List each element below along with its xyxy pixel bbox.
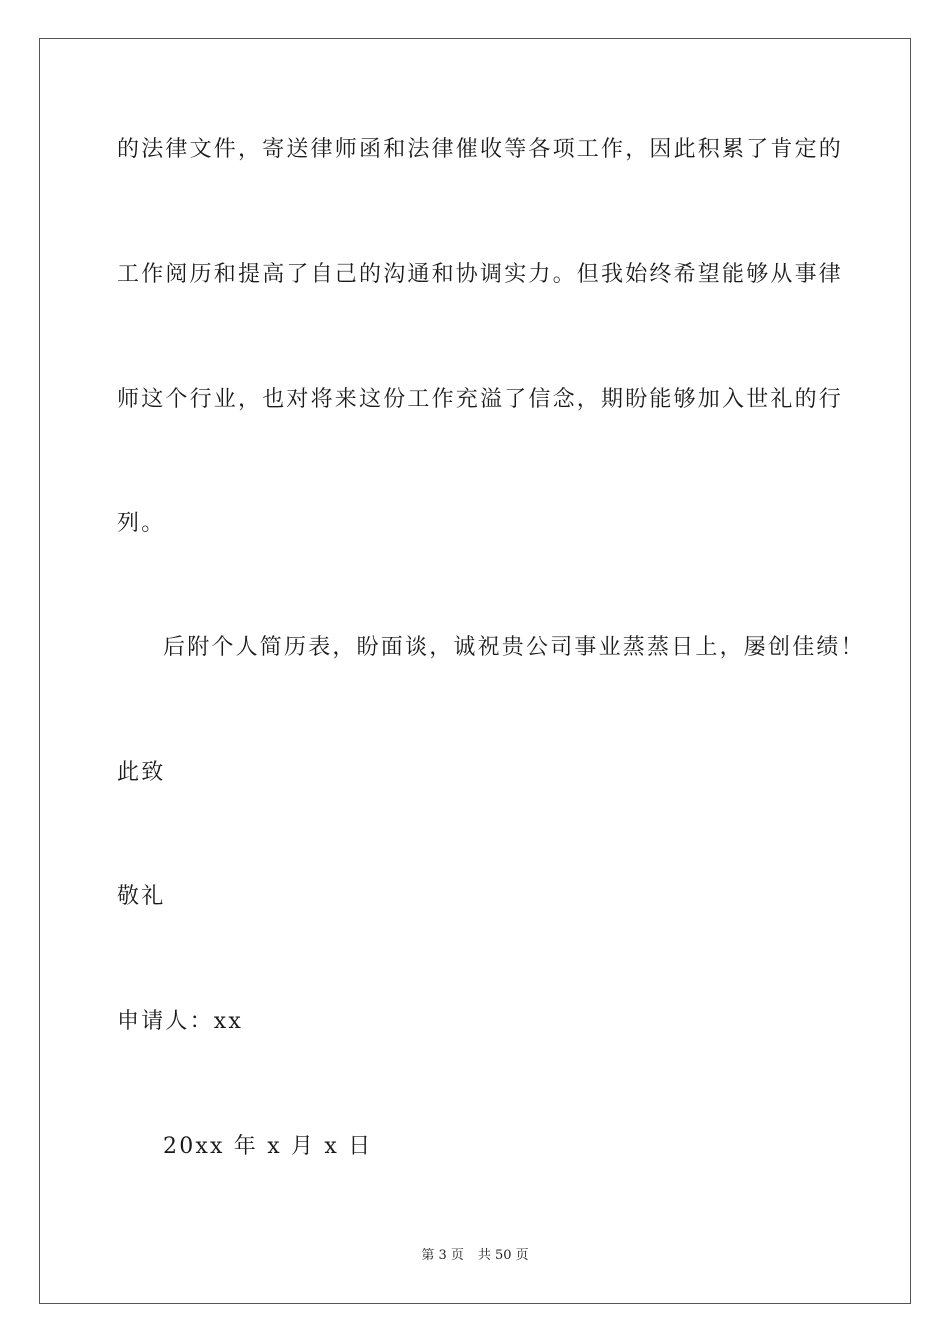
body-line-4: 列。 — [117, 511, 166, 536]
body-line-3: 师这个行业，也对将来这份工作充溢了信念，期盼能够加入世礼的行 — [117, 387, 844, 412]
page-footer — [0, 1247, 950, 1265]
page-total: 共 50 页 — [477, 1248, 529, 1263]
closing-paragraph: 后附个人简历表，盼面谈，诚祝贵公司事业蒸蒸日上，屡创佳绩！ — [163, 635, 865, 660]
body-line-2: 工作阅历和提高了自己的沟通和协调实力。但我始终希望能够从事律 — [117, 262, 844, 287]
regards-line: 敬礼 — [117, 884, 166, 909]
page-border — [39, 38, 911, 1304]
salutation-line: 此致 — [117, 760, 166, 785]
date-line: 20xx 年 x 月 x 日 — [163, 1134, 373, 1159]
body-line-1: 的法律文件，寄送律师函和法律催收等各项工作，因此积累了肯定的 — [117, 137, 844, 162]
page-number: 第 3 页 — [421, 1248, 464, 1263]
applicant-line: 申请人：xx — [117, 1009, 244, 1034]
